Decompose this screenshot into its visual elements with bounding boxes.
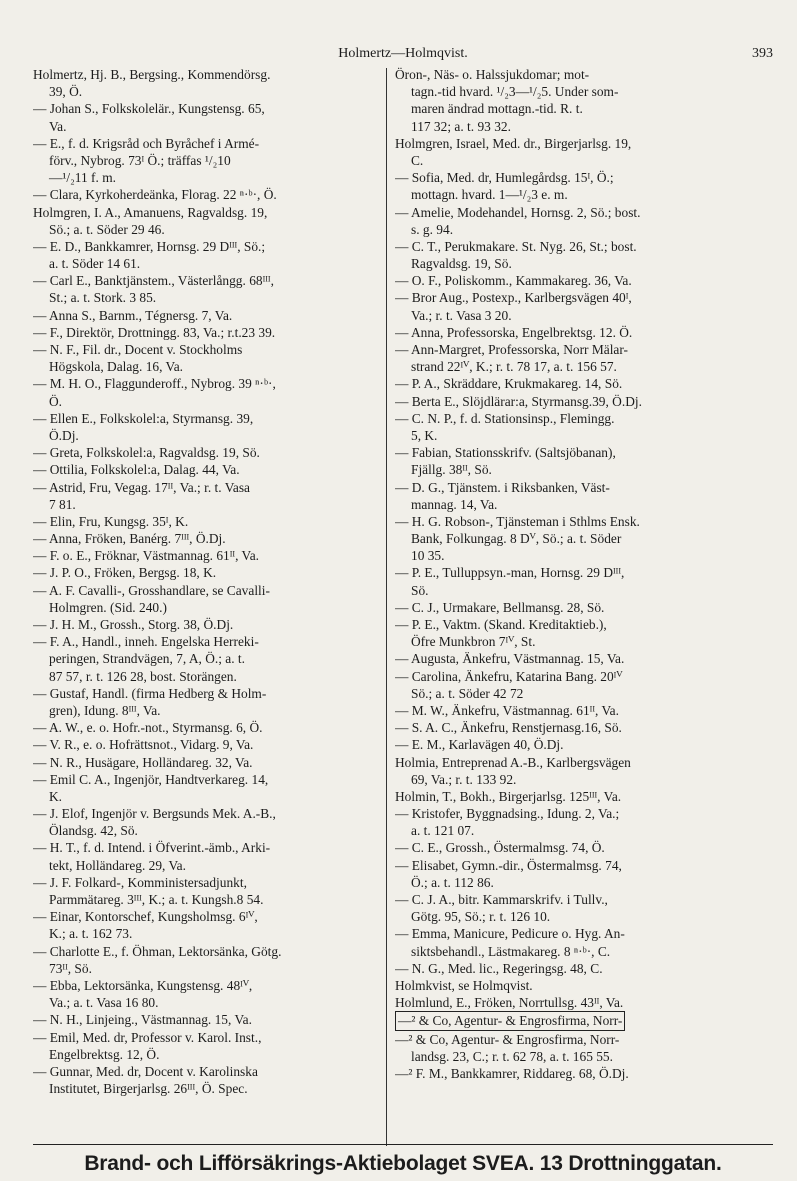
directory-entry-line: — A. W., e. o. Hofr.-not., Styrmansg. 6, Ö. <box>33 720 263 736</box>
directory-entry-line: Götg. 95, Sö.; r. t. 126 10. <box>411 909 551 925</box>
directory-entry-line: Holmin, T., Bokh., Birgerjarlsg. 125ᴵᴵᴵ, Va. <box>395 788 622 804</box>
directory-entry-line: — P. A., Skräddare, Krukmakareg. 14, Sö. <box>395 376 623 392</box>
directory-entry-line: 69, Va.; r. t. 133 92. <box>411 771 517 787</box>
directory-entry-line: — P. E., Tulluppsyn.-man, Hornsg. 29 Dᴵᴵᴵ, <box>395 565 625 581</box>
directory-entry-line: Ö.; a. t. 112 86. <box>411 874 494 890</box>
directory-entry-line: — C. T., Perukmakare. St. Nyg. 26, St.; bost. <box>395 238 637 254</box>
directory-entry-line: — Einar, Kontorschef, Kungsholmsg. 6ᴵⱽ, <box>33 909 258 925</box>
directory-entry-line: — J. H. M., Grossh., Storg. 38, Ö.Dj. <box>33 617 234 632</box>
directory-entry-line: — Augusta, Änkefru, Västmannag. 15, Va. <box>395 651 625 667</box>
directory-entry-line: — V. R., e. o. Hofrättsnot., Vidarg. 9, Va. <box>33 737 254 753</box>
directory-entry-line: — C. N. P., f. d. Stationsinsp., Flemingg. <box>395 410 615 426</box>
directory-entry-line: — Kristofer, Byggnadsing., Idung. 2, Va.; <box>395 806 620 822</box>
directory-entry-line: Ö.Dj. <box>49 427 79 443</box>
directory-entry-line: Öfre Munkbron 7ᴵⱽ, St. <box>411 634 536 650</box>
directory-entry-line: a. t. 121 07. <box>411 823 475 839</box>
directory-entry-line: — C. J. A., bitr. Kammarskrifv. i Tullv., <box>395 892 608 907</box>
directory-entry-line: maren ändrad mottagn.-tid. R. t. <box>411 101 583 117</box>
directory-entry-line: — Gustaf, Handl. (firma Hedberg & Holm- <box>33 685 267 701</box>
directory-entry-line: — S. A. C., Änkefru, Renstjernasg.16, Sö. <box>395 720 622 736</box>
column-divider <box>386 68 387 1146</box>
directory-entry-line: Öron-, Näs- o. Halssjukdomar; mot- <box>395 67 590 82</box>
directory-entry-line: Parmmätareg. 3ᴵᴵᴵ, K.; a. t. Kungsh.8 54. <box>49 892 264 907</box>
directory-entry-line: Holmgren. (Sid. 240.) <box>49 599 167 615</box>
directory-entry-line: — Sofia, Med. dr, Humlegårdsg. 15ᴵ, Ö.; <box>395 170 614 186</box>
directory-entry-line: peringen, Strandvägen, 7, A, Ö.; a. t. <box>49 651 245 667</box>
directory-entry-line: strand 22ᴵⱽ, K.; r. t. 78 17, a. t. 156 57. <box>411 359 617 375</box>
directory-entry-line: — J. F. Folkard-, Komministersadjunkt, <box>33 874 247 890</box>
directory-entry-line: — Gunnar, Med. dr, Docent v. Karolinska <box>33 1063 258 1079</box>
directory-entry-line: — Carolina, Änkefru, Katarina Bang. 20ᴵⱽ <box>395 668 623 684</box>
directory-entry-line: Fjällg. 38ᴵᴵ, Sö. <box>411 462 492 478</box>
left-column <box>33 66 383 1097</box>
directory-entry-line: — Amelie, Modehandel, Hornsg. 2, Sö.; bost. <box>395 204 641 220</box>
directory-entry-line: — Carl E., Banktjänstem., Västerlångg. 68ᴵᴵᴵ, <box>33 273 274 289</box>
directory-entry-line: siktsbehandl., Lästmakareg. 8 ⁿ·ᵇ·, C. <box>411 943 611 959</box>
directory-entry-line: s. g. 94. <box>411 221 454 237</box>
directory-entry-line: K.; a. t. 162 73. <box>49 926 133 942</box>
directory-entry-line: tagn.-tid hvard. ¹/₂3—¹/₂5. Under som- <box>411 84 619 100</box>
directory-entry-line: — O. F., Poliskomm., Kammakareg. 36, Va. <box>395 273 632 289</box>
cross-reference-box: —² & Co, Agentur- & Engrosfirma, Norr- <box>395 1011 625 1030</box>
directory-entry-line: — Emil C. A., Ingenjör, Handtverkareg. 14, <box>33 771 269 787</box>
directory-entry-line: Holmlund, E., Fröken, Norrtullsg. 43ᴵᴵ, Va. <box>395 995 624 1011</box>
directory-entry-line: — Clara, Kyrkoherdeänka, Florag. 22 ⁿ·ᵇ·, Ö. <box>33 187 277 203</box>
right-column <box>395 66 773 1082</box>
directory-entry-line: — C. E., Grossh., Östermalmsg. 74, Ö. <box>395 840 605 856</box>
directory-entry-line: — M. W., Änkefru, Västmannag. 61ᴵᴵ, Va. <box>395 702 619 718</box>
directory-entry-line: — N. G., Med. lic., Regeringsg. 48, C. <box>395 960 603 976</box>
directory-entry-line: — Anna, Fröken, Banérg. 7ᴵᴵᴵ, Ö.Dj. <box>33 531 226 547</box>
directory-entry-line: — N. R., Husägare, Holländareg. 32, Va. <box>33 754 253 770</box>
running-title: Holmertz—Holmqvist. <box>338 46 468 61</box>
directory-entry-line: —² F. M., Bankkamrer, Riddareg. 68, Ö.Dj. <box>395 1065 629 1081</box>
directory-entry-line: 7 81. <box>49 496 76 512</box>
directory-entry-line: 39, Ö. <box>49 84 83 100</box>
directory-entry-line: Va. <box>49 118 67 134</box>
directory-entry-line: förv., Nybrog. 73ᴵ Ö.; träffas ¹/₂10 <box>49 152 231 168</box>
directory-entry-line: — J. Elof, Ingenjör v. Bergsunds Mek. A.-B., <box>33 806 276 822</box>
directory-entry-line: — A. F. Cavalli-, Grosshandlare, se Cavalli- <box>33 582 270 598</box>
directory-entry-line: — Greta, Folkskolel:a, Ragvaldsg. 19, Sö. <box>33 445 260 461</box>
directory-entry-line: Institutet, Birgerjarlsg. 26ᴵᴵᴵ, Ö. Spec. <box>49 1081 248 1097</box>
directory-entry-line: —¹/₂11 f. m. <box>49 170 116 186</box>
directory-entry-line: — P. E., Vaktm. (Skand. Kreditaktieb.), <box>395 617 607 632</box>
directory-entry-line: Ölandsg. 42, Sö. <box>49 823 138 839</box>
directory-entry-line: gren), Idung. 8ᴵᴵᴵ, Va. <box>49 702 161 718</box>
directory-entry-line: — Berta E., Slöjdlärar:a, Styrmansg.39, Ö.Dj. <box>395 393 642 409</box>
directory-entry-line: Holmia, Entreprenad A.-B., Karlbergsvägen <box>395 754 631 770</box>
directory-entry-line: Va.; a. t. Vasa 16 80. <box>49 995 159 1011</box>
directory-entry-line: — C. J., Urmakare, Bellmansg. 28, Sö. <box>395 599 605 615</box>
directory-entry-line: —² & Co, Agentur- & Engrosfirma, Norr- <box>395 1031 620 1047</box>
directory-entry-line: — D. G., Tjänstem. i Riksbanken, Väst- <box>395 479 610 495</box>
directory-entry-line: Sö. <box>411 582 429 598</box>
directory-entry-line: — N. H., Linjeing., Västmannag. 15, Va. <box>33 1012 252 1028</box>
directory-entry-line: 73ᴵᴵ, Sö. <box>49 960 92 976</box>
directory-entry-line: mottagn. hvard. 1—¹/₂3 e. m. <box>411 187 568 203</box>
directory-entry-line: — Astrid, Fru, Vegag. 17ᴵᴵ, Va.; r. t. Vasa <box>33 479 250 495</box>
directory-entry-line: — Anna, Professorska, Engelbrektsg. 12. Ö. <box>395 324 633 340</box>
directory-entry-line: — Bror Aug., Postexp., Karlbergsvägen 40ᴵ, <box>395 290 632 306</box>
directory-entry-line: — E. M., Karlavägen 40, Ö.Dj. <box>395 737 564 753</box>
directory-entry-line: 10 35. <box>411 548 445 564</box>
directory-entry-line: landsg. 23, C.; r. t. 62 78, a. t. 165 55. <box>411 1048 613 1064</box>
directory-entry-line: Va.; r. t. Vasa 3 20. <box>411 307 512 323</box>
directory-entry-line: Sö.; a. t. Söder 42 72 <box>411 685 524 701</box>
directory-entry-line: — H. G. Robson-, Tjänsteman i Sthlms Ensk. <box>395 513 640 529</box>
directory-entry-line: Holmertz, Hj. B., Bergsing., Kommendörsg. <box>33 67 271 82</box>
directory-entry-line: Sö.; a. t. Söder 29 46. <box>49 221 165 237</box>
directory-entry-line: — E. D., Bankkamrer, Hornsg. 29 Dᴵᴵᴵ, Sö.; <box>33 238 266 254</box>
directory-entry-line: — F. A., Handl., inneh. Engelska Herreki- <box>33 634 259 650</box>
page-header <box>33 46 773 64</box>
directory-entry-line: tekt, Holländareg. 29, Va. <box>49 857 186 873</box>
directory-entry-line: Ragvaldsg. 19, Sö. <box>411 256 512 272</box>
footer-rule <box>33 1144 773 1145</box>
directory-entry-line: — Ellen E., Folkskolel:a, Styrmansg. 39, <box>33 410 254 426</box>
directory-entry-line: Holmgren, Israel, Med. dr., Birgerjarlsg. 19, <box>395 135 632 151</box>
directory-entry-line: Holmkvist, se Holmqvist. <box>395 977 533 993</box>
directory-entry-line: — Ebba, Lektorsänka, Kungstensg. 48ᴵⱽ, <box>33 977 253 993</box>
directory-entry-line: — J. P. O., Fröken, Bergsg. 18, K. <box>33 565 217 581</box>
directory-entry-line: mannag. 14, Va. <box>411 496 498 512</box>
directory-entry-line: — Anna S., Barnm., Tégnersg. 7, Va. <box>33 307 233 323</box>
directory-entry-line: — Emma, Manicure, Pedicure o. Hyg. An- <box>395 926 625 942</box>
directory-entry-line: — F. o. E., Fröknar, Västmannag. 61ᴵᴵ, Va. <box>33 548 260 564</box>
directory-entry-line: 117 32; a. t. 93 32. <box>411 118 511 134</box>
directory-entry-line: Holmgren, I. A., Amanuens, Ragvaldsg. 19, <box>33 204 268 220</box>
directory-entry-line: — Ann-Margret, Professorska, Norr Mälar- <box>395 342 629 357</box>
directory-entry-line: — H. T., f. d. Intend. i Öfverint.-ämb., Arki- <box>33 840 271 856</box>
directory-entry-line: — Emil, Med. dr, Professor v. Karol. Inst., <box>33 1029 262 1045</box>
directory-entry-line: — Johan S., Folkskolelär., Kungstensg. 65, <box>33 101 265 117</box>
directory-entry-line: — Elin, Fru, Kungsg. 35ᴵ, K. <box>33 513 189 529</box>
directory-entry-line: — Fabian, Stationsskrifv. (Saltsjöbanan), <box>395 445 616 461</box>
directory-entry-line: — N. F., Fil. dr., Docent v. Stockholms <box>33 342 243 357</box>
directory-entry-line: — M. H. O., Flaggunderoff., Nybrog. 39 ⁿ·ᵇ·, <box>33 376 276 392</box>
directory-entry-line <box>395 1011 773 1030</box>
page-number: 393 <box>752 46 773 61</box>
directory-entry-line: — Elisabet, Gymn.-dir., Östermalmsg. 74, <box>395 857 622 873</box>
directory-entry-line: St.; a. t. Stork. 3 85. <box>49 290 157 306</box>
directory-entry-line: Ö. <box>49 393 63 409</box>
directory-entry-line: a. t. Söder 14 61. <box>49 256 141 272</box>
directory-entry-line: — F., Direktör, Drottningg. 83, Va.; r.t.23 39. <box>33 324 276 340</box>
directory-entry-line: Högskola, Dalag. 16, Va. <box>49 359 184 375</box>
directory-entry-line: K. <box>49 788 63 804</box>
directory-entry-line: 87 57, r. t. 126 28, bost. Storängen. <box>49 668 237 684</box>
directory-entry-line: — Ottilia, Folkskolel:a, Dalag. 44, Va. <box>33 462 240 478</box>
directory-entry-line: — Charlotte E., f. Öhman, Lektorsänka, Götg. <box>33 943 282 959</box>
footer-advert: Brand- och Lifförsäkrings-Aktiebolaget SVEA. 13 Drottninggatan. <box>84 1152 722 1175</box>
directory-entry-line: Bank, Folkungag. 8 Dⱽ, Sö.; a. t. Söder <box>411 531 622 547</box>
directory-entry-line: — E., f. d. Krigsråd och Byråchef i Armé- <box>33 135 260 151</box>
directory-entry-line: 5, K. <box>411 427 438 443</box>
directory-entry-line: C. <box>411 152 424 168</box>
directory-entry-line: Engelbrektsg. 12, Ö. <box>49 1046 160 1062</box>
